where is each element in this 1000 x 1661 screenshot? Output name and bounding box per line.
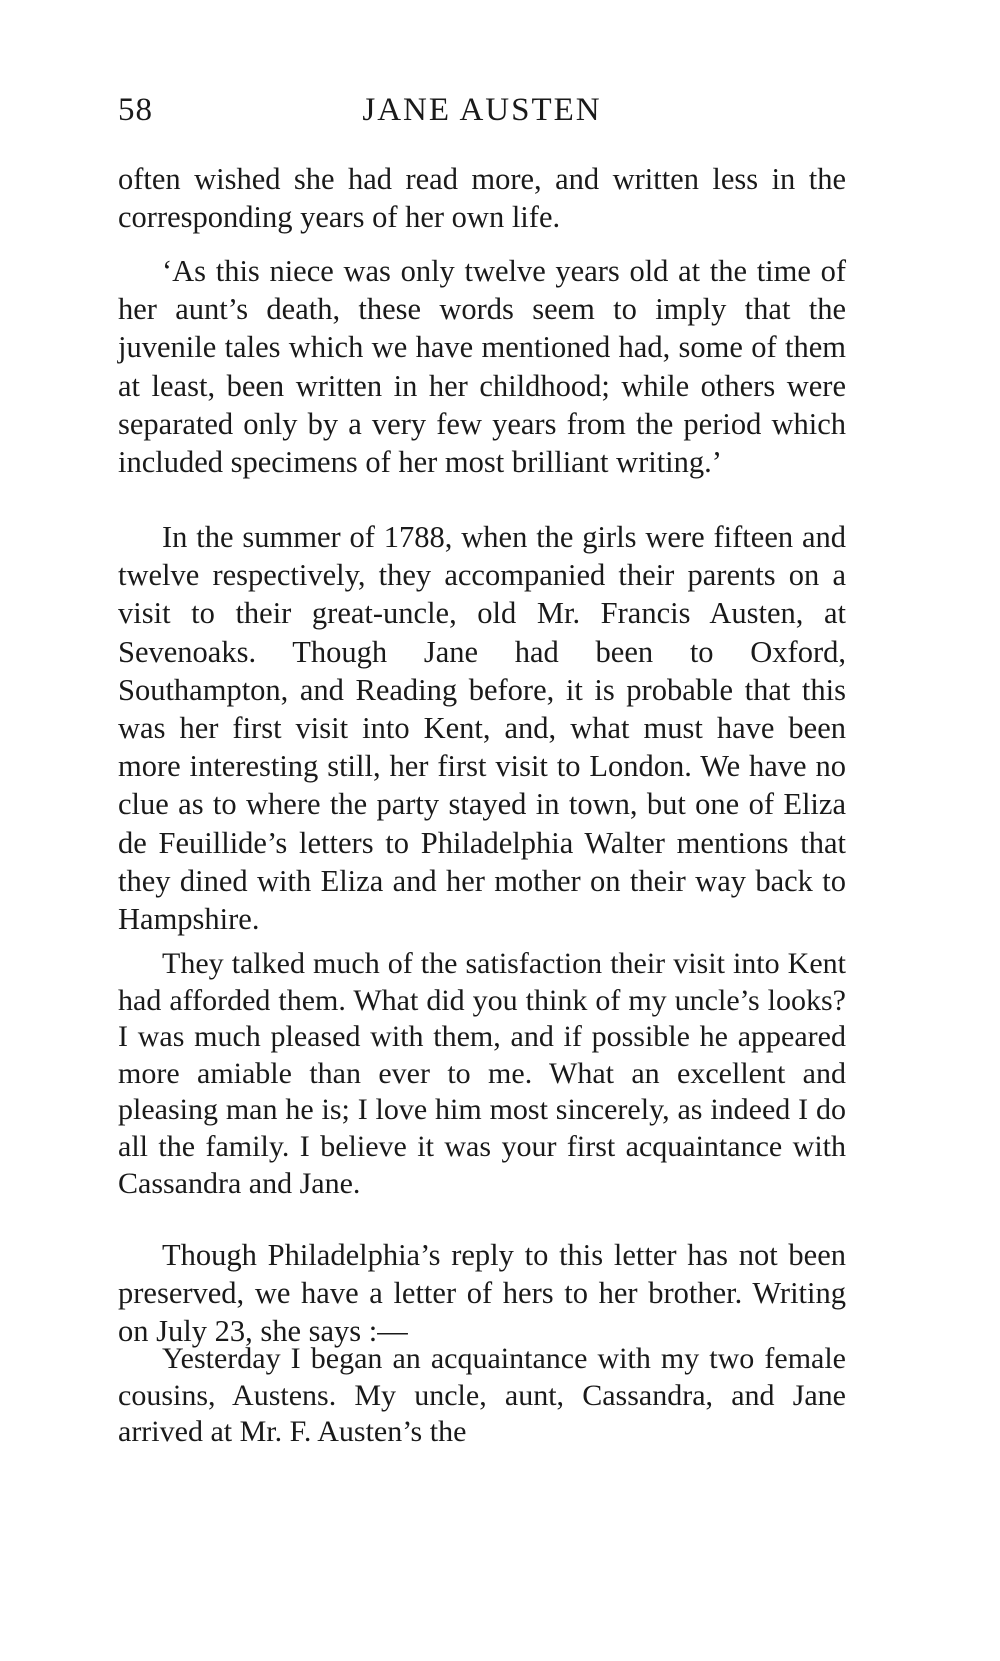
paragraph-continuation [118, 160, 846, 236]
summer-1788-paragraph [118, 518, 846, 938]
paragraph-5: Though Philadelphia’s reply to this letter has not been preserved, we have a letter of hers to her brother. Writing on July 23, she says :— [118, 1238, 846, 1349]
quoted-memoir-paragraph [118, 252, 846, 481]
philadelphia-reply-paragraph [118, 1236, 846, 1351]
page-number: 58 [118, 92, 153, 128]
paragraph-2: ‘As this niece was only twelve years old at the time of her aunt’s death, these words seem to imply that the juvenile tales which we have mentioned had, some of them at least, been written in her childhood; while others were separated only by a very few years from the period which included specimens of her most brilliant writing.’ [118, 254, 846, 480]
running-head [118, 92, 846, 136]
paragraph-3: In the summer of 1788, when the girls were fifteen and twelve respectively, they accompanied their parents on a visit to their great-uncle, old Mr. Francis Austen, at Sevenoaks. Though Jane had been to Oxford, Southampton, and Reading before, it is probable that this was her first visit into Kent, and, what must have been more interesting still, her first visit to London. We have no clue as to where the party stayed in town, but one of Eliza de Feuillide’s letters to Philadelphia Walter mentions that they dined with Eliza and her mother on their way back to Hampshire. [118, 520, 846, 937]
paragraph-6: Yesterday I began an acquaintance with my two female cousins, Austens. My uncle, aunt, Cassandra, and Jane arrived at Mr. F. Austen’s the [118, 1342, 846, 1449]
letter-extract-philadelphia [118, 1341, 846, 1451]
running-title: JANE AUSTEN [362, 92, 602, 128]
letter-extract-eliza [118, 946, 846, 1202]
paragraph-4: They talked much of the satisfaction their visit into Kent had afforded them. What did you think of my uncle’s looks? I was much pleased with them, and if possible he appeared more amiable than ever to me. What an excellent and pleasing man he is; I love him most sincerely, as indeed I do all the family. I believe it was your first acquaintance with Cassandra and Jane. [118, 947, 846, 1200]
paragraph-1: often wished she had read more, and written less in the corresponding years of her own life. [118, 162, 846, 235]
